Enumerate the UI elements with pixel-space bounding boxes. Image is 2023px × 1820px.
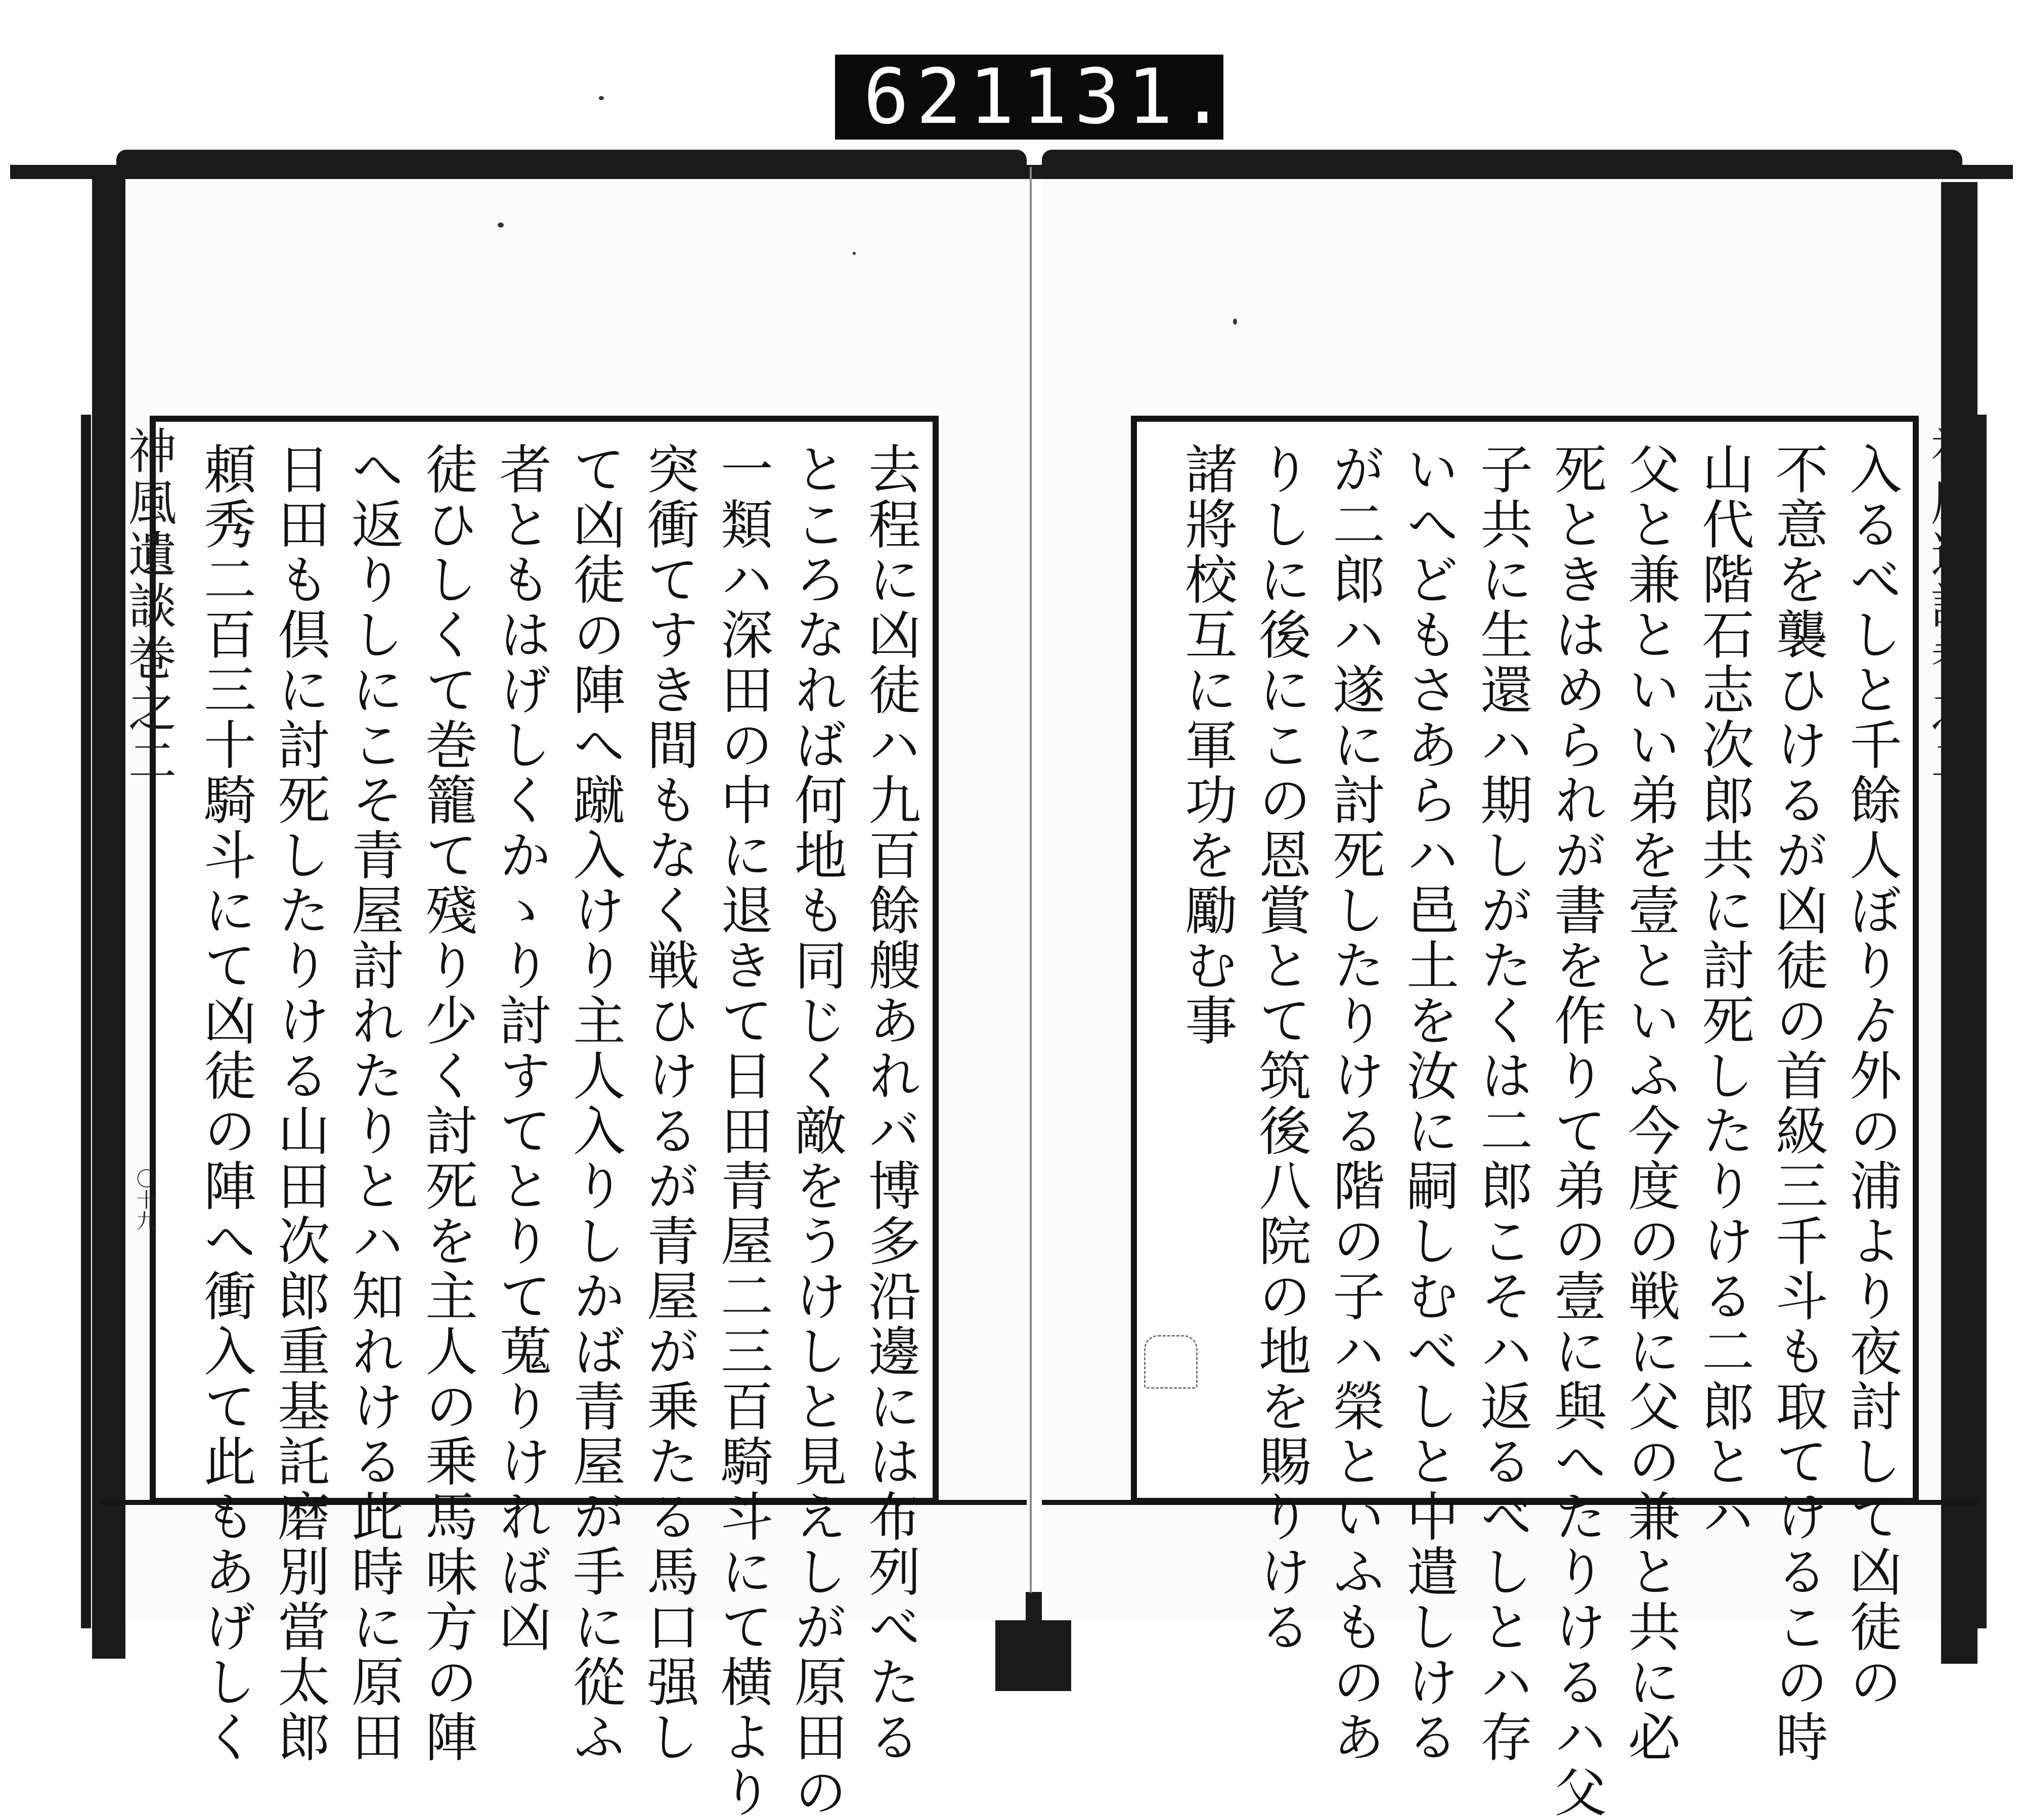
right-col-4: 父と兼といい弟を壹といふ今度の戦に父の兼と共に必: [1619, 442, 1681, 1765]
left-col-1: 去程に凶徒ハ九百餘艘あれバ博多沿邊には布列べたる: [859, 442, 921, 1765]
call-number-right: 131.: [1021, 53, 1233, 141]
right-col-9: りしに後にこの恩賞とて筑後八院の地を賜りける: [1250, 442, 1311, 1655]
right-col-10: 諸將校互に軍功を勵む事: [1176, 442, 1238, 1048]
gutter-line: [1030, 167, 1032, 1593]
right-col-3: 山代階石志次郎共に討死したりける二郎とハ: [1693, 442, 1754, 1544]
right-margin-title: 神風遺談巻之二: [1923, 426, 1980, 787]
left-col-7: 徒ひしくて巻籠て殘り少く討死を主人の乗馬味方の陣: [416, 442, 478, 1765]
library-seal: [1144, 1335, 1198, 1389]
left-col-10: 頼秀二百三十騎斗にて凶徒の陣へ衝入て此もあげしく: [195, 442, 256, 1765]
scan-speck: [1233, 319, 1237, 325]
left-page-outer-edge-2: [81, 415, 91, 1628]
right-page-text-frame: [1131, 416, 1919, 1820]
left-folio: 〇十九: [133, 1168, 156, 1232]
left-col-3: 一類ハ深田の中に退きて日田青屋二三百騎斗にて横より: [712, 442, 773, 1820]
book-top-edge-left-cap: [116, 150, 1027, 165]
scan-speck: [599, 96, 604, 100]
left-col-9: 日田も倶に討死したりける山田次郎重基託磨別當太郎: [269, 442, 330, 1765]
left-col-2: ところなれば何地も同じく敵をうけしと見えしが原田の: [785, 442, 847, 1820]
right-col-1: 入るべしと千餘人ぼりゟ外の浦より夜討して凶徒の: [1840, 442, 1902, 1710]
scan-speck: [853, 252, 856, 255]
right-col-2: 不意を襲ひけるが凶徒の首級三千斗も取てけるこの時: [1767, 442, 1828, 1765]
right-col-5: 死ときはめられが書を作りて弟の壹に與へたりけるハ父: [1545, 442, 1607, 1820]
left-margin-title: 神風遺談巻之二: [120, 426, 177, 787]
call-number-left: 621: [863, 53, 1022, 141]
scan-speck: [498, 223, 504, 228]
left-col-5: て凶徒の陣へ蹴入けり主人入りしかば青屋が手に從ふ: [564, 442, 626, 1765]
right-page-text-block: [1137, 442, 1913, 1820]
call-number-label: [835, 53, 1233, 141]
book-top-edge: [10, 165, 2013, 179]
right-col-8: が二郎ハ遂に討死したりける階の子ハ榮といふものあ: [1324, 442, 1385, 1765]
right-col-6: 子共に生還ハ期しがたくは二郎こそハ返るべしとハ存: [1471, 442, 1533, 1765]
left-col-4: 突衝てすき間もなく戦ひけるが青屋が乗たる馬口强し: [638, 442, 699, 1765]
left-page-text-block: [156, 442, 933, 1820]
left-page-text-frame: [150, 416, 939, 1820]
right-col-7: いへどもさあらハ邑土を汝に嗣しむべしと中遣しける: [1397, 442, 1459, 1765]
book-top-edge-right-cap: [1042, 150, 1962, 165]
left-col-6: 者ともはげしくかゝり討すてとりて蒐りければ凶: [490, 442, 552, 1655]
left-col-8: へ返りしにこそ青屋討れたりとハ知れける此時に原田: [342, 442, 404, 1765]
